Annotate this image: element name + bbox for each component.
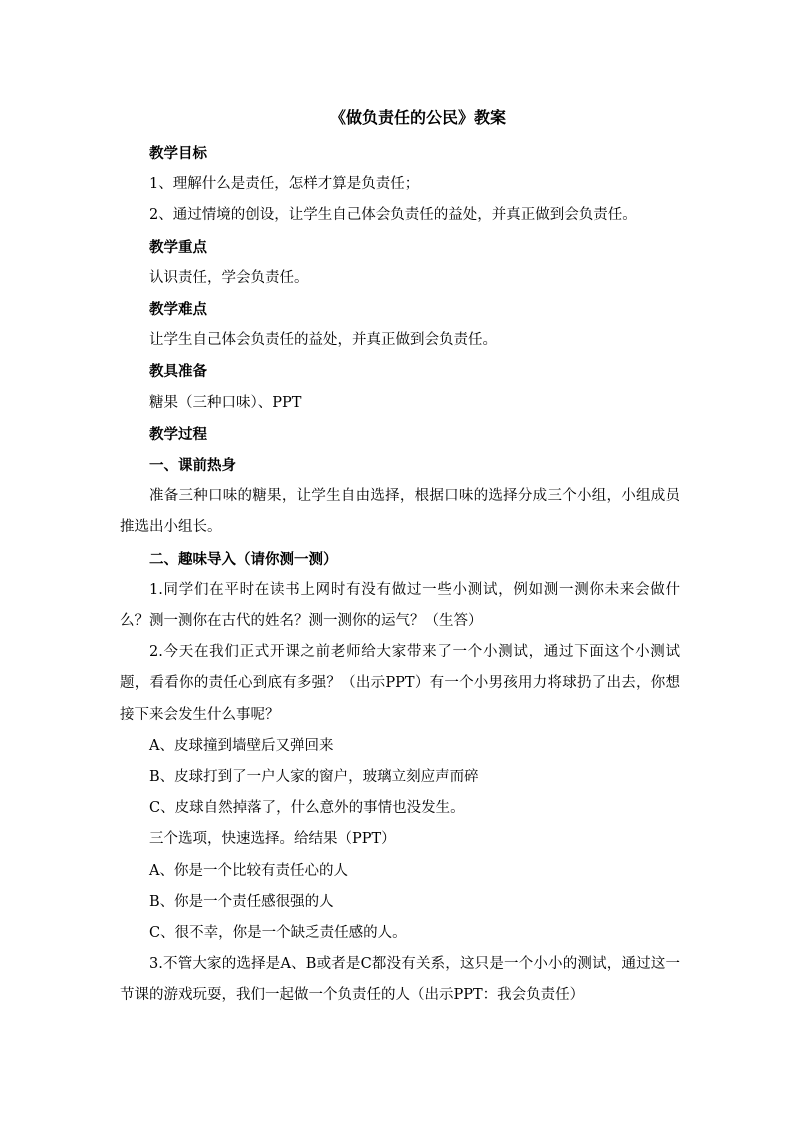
option-c: C、皮球自然掉落了，什么意外的事情也没发生。 [149,800,465,817]
section-1-text: 准备三种口味的糖果，让学生自由选择，根据口味的选择分成三个小组，小组成员推选出小组长。 [120,488,680,536]
option-a: A、皮球撞到墙壁后又弹回来 [149,737,334,754]
difficulty-heading: 教学难点 [149,301,207,319]
prep-text: 糖果（三种口味）、PPT [149,394,302,411]
goals-heading: 教学目标 [149,145,207,162]
result-a: A、你是一个比较有责任心的人 [149,862,348,879]
paragraph-1: 1.同学们在平时在读书上网时有没有做过一些小测试，例如测一测你未来会做什么？测一测你在古代的姓名？测一测你的运气？（生答） [120,581,680,630]
section-2-heading: 二、趣味导入（请你测一测） [149,550,338,568]
key-heading: 教学重点 [149,238,207,256]
goal-2: 2、通过情境的创设，让学生自己体会负责任的益处，并真正做到会负责任。 [149,207,637,224]
key-text: 认识责任，学会负责任。 [149,269,309,286]
section-1-heading: 一、课前热身 [149,457,236,475]
result-intro: 三个选项，快速选择。给结果（PPT） [149,831,396,848]
difficulty-text: 让学生自己体会负责任的益处，并真正做到会负责任。 [149,332,497,349]
document-title: 《做负责任的公民》教案 [329,108,506,127]
option-b: B、皮球打到了一户人家的窗户，玻璃立刻应声而碎 [149,769,479,786]
result-c: C、很不幸，你是一个缺乏责任感的人。 [149,925,407,942]
process-heading: 教学过程 [149,425,207,443]
document-page [120,96,680,1012]
paragraph-2: 2.今天在我们正式开课之前老师给大家带来了一个小测试，通过下面这个小测试题，看看你的责任心到底有多强？（出示PPT）有一个小男孩用力将球扔了出去，你想接下来会发生什么事呢？ [120,644,680,723]
goal-1: 1、理解什么是责任，怎样才算是负责任； [149,176,420,193]
result-b: B、你是一个责任感很强的人 [149,893,334,910]
paragraph-3: 3.不管大家的选择是A、B或者是C都没有关系，这只是一个小小的测试，通过这一节课的游戏玩耍，我们一起做一个负责任的人（出示PPT：我会负责任） [120,956,680,1004]
prep-heading: 教具准备 [149,363,207,381]
